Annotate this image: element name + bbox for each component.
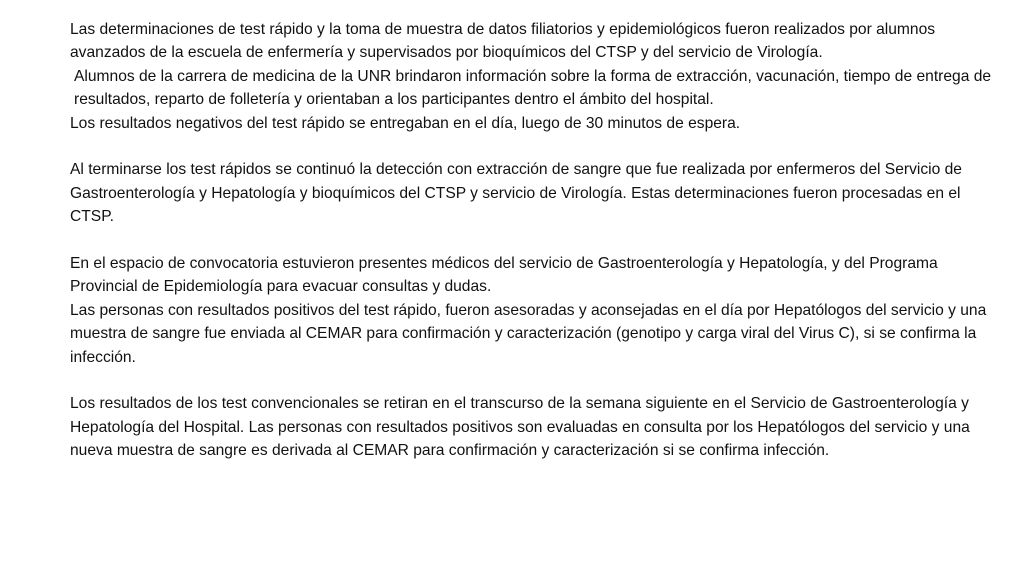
paragraph-spacer <box>70 369 1000 392</box>
slide-text-body <box>70 18 1000 463</box>
paragraph-convocatoria: En el espacio de convocatoria estuvieron presentes médicos del servicio de Gastroenterología y Hepatología, y del Programa Provincial de Epidemiología para evacuar consultas y dudas. <box>70 255 938 296</box>
paragraph-test-convencionales: Los resultados de los test convencionales se retiran en el transcurso de la semana siguiente en el Servicio de Gastroenterología y Hepatología del Hospital. Las personas con resultados positivos son evaluadas en consulta por los Hepatólogos del servicio y una nueva muestra de sangre es derivada al CEMAR para confirmación y caracterización si se confirma infección. <box>70 395 970 460</box>
paragraph-spacer <box>70 135 1000 158</box>
paragraph-resultados-negativos: Los resultados negativos del test rápido se entregaban en el día, luego de 30 minutos de espera. <box>70 114 741 132</box>
paragraph-spacer <box>70 229 1000 252</box>
paragraph-extraccion-sangre: Al terminarse los test rápidos se continuó la detección con extracción de sangre que fue realizada por enfermeros del Servicio de Gastroenterología y Hepatología y bioquímicos del CTSP y servicio de Virología. Estas determinaciones fueron procesadas en el CTSP. <box>70 161 962 226</box>
paragraph-test-rapido: Las determinaciones de test rápido y la toma de muestra de datos filiatorios y epidemiológicos fueron realizados por alumnos avanzados de la escuela de enfermería y supervisados por bioquímicos del CTSP y del servicio de Virología. <box>70 21 936 62</box>
paragraph-resultados-positivos: Las personas con resultados positivos del test rápido, fueron asesoradas y aconsejadas en el día por Hepatólogos del servicio y una muestra de sangre fue enviada al CEMAR para confirmación y caracterización (genotipo y carga viral del Virus C), si se confirma la infección. <box>70 301 987 366</box>
paragraph-alumnos-medicina: Alumnos de la carrera de medicina de la UNR brindaron información sobre la forma de extracción, vacunación, tiempo de entrega de resultados, reparto de folletería y orientaban a los participantes dentro el ámbito del hospital. <box>74 67 992 109</box>
